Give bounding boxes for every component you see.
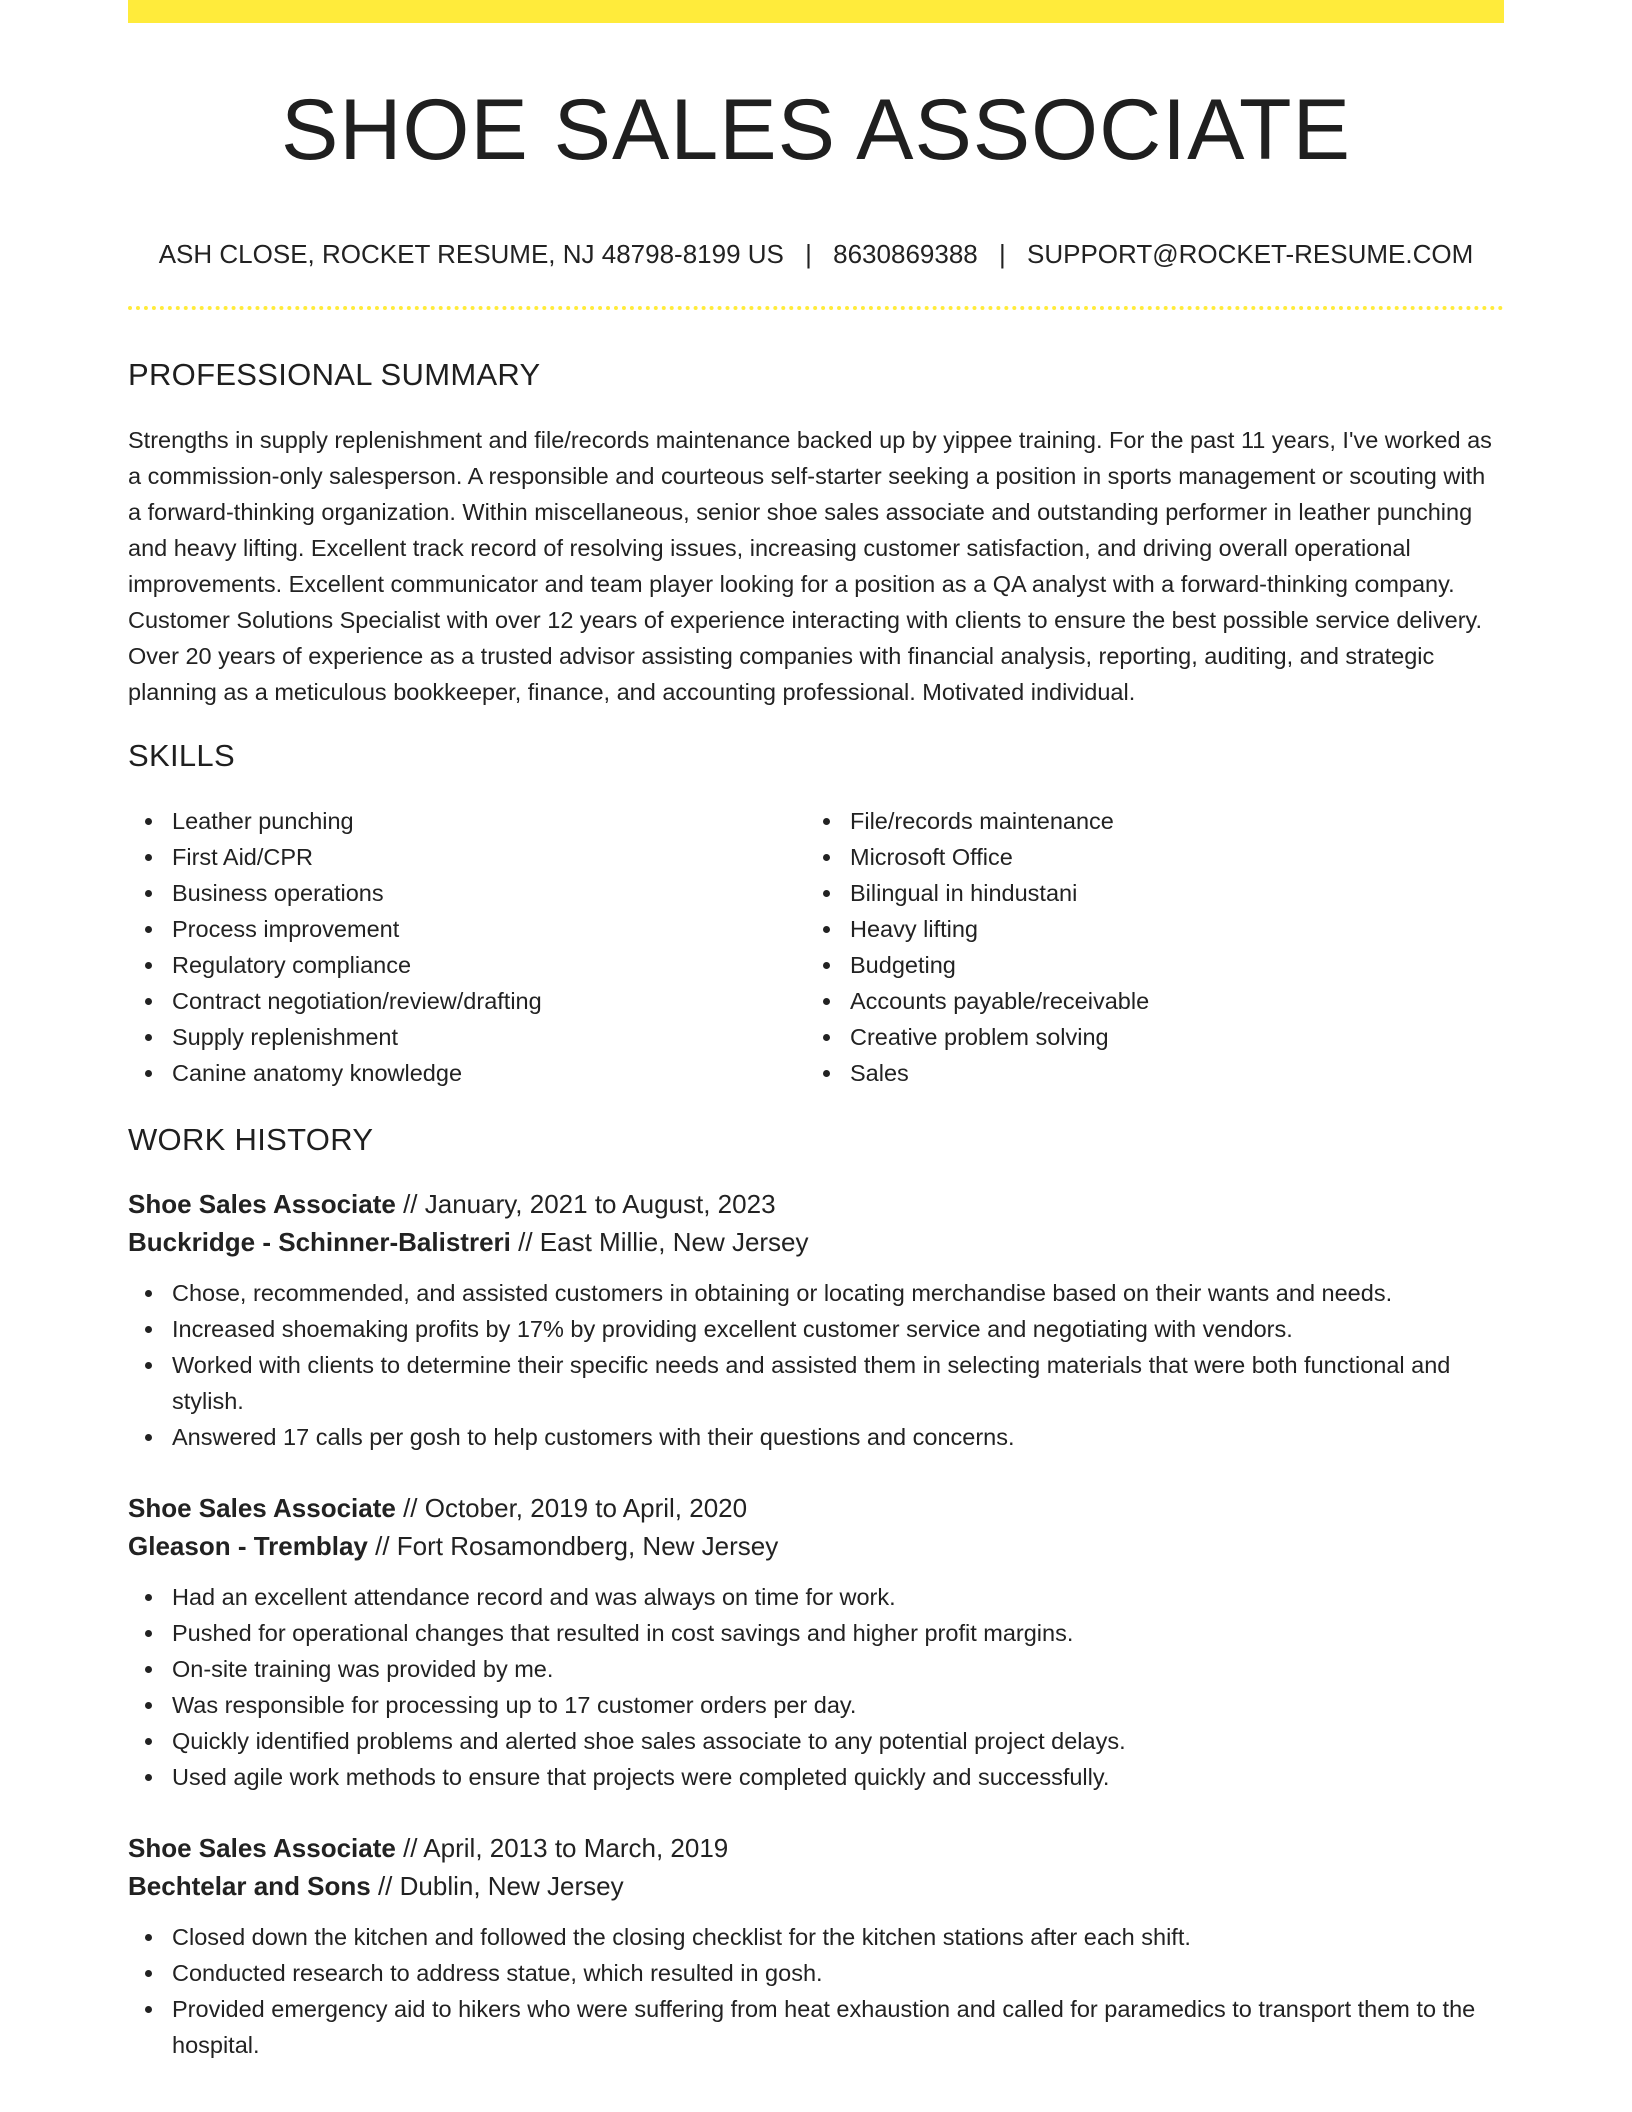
- job-bullet: On-site training was provided by me.: [128, 1651, 1504, 1687]
- job-bullet: Answered 17 calls per gosh to help customers with their questions and concerns.: [128, 1419, 1504, 1455]
- resume-body: [128, 348, 1504, 2063]
- job-location: // Dublin, New Jersey: [370, 1871, 624, 1901]
- job-title-line: [128, 1829, 1504, 1867]
- skill-item: Creative problem solving: [806, 1019, 1484, 1055]
- job-dates: // April, 2013 to March, 2019: [395, 1833, 729, 1863]
- summary-text: Strengths in supply replenishment and file/records maintenance backed up by yippee training. For the past 11 years, I've worked as a commission-only salesperson. A responsible and courteous self-starter seeking a position in sports management or scouting with a forward-thinking organization. Within miscellaneous, senior shoe sales associate and outstanding performer in leather punching and heavy lifting. Excellent track record of resolving issues, increasing customer satisfaction, and driving overall operational improvements. Excellent communicator and team player looking for a position as a QA analyst with a forward-thinking company. Customer Solutions Specialist with over 12 years of experience interacting with clients to ensure the best possible service delivery. Over 20 years of experience as a trusted advisor assisting companies with financial analysis, reporting, auditing, and strategic planning as a meticulous bookkeeper, finance, and accounting professional. Motivated individual.: [128, 427, 1492, 705]
- job-entry: [128, 1489, 1504, 1795]
- job-bullet: Closed down the kitchen and followed the closing checklist for the kitchen stations after each shift.: [128, 1919, 1504, 1955]
- job-dates: // October, 2019 to April, 2020: [395, 1493, 748, 1523]
- skill-item: First Aid/CPR: [128, 839, 806, 875]
- contact-address: ASH CLOSE, ROCKET RESUME, NJ 48798-8199 US: [158, 239, 784, 269]
- job-company: Buckridge - Schinner-Balistreri: [128, 1227, 511, 1257]
- work-history-heading: WORK HISTORY: [128, 1122, 374, 1157]
- skill-item: Business operations: [128, 875, 806, 911]
- job-bullets: [128, 1579, 1504, 1795]
- job-title-line: [128, 1489, 1504, 1527]
- skills-list: [128, 803, 1504, 1091]
- job-bullet: Used agile work methods to ensure that projects were completed quickly and successfully.: [128, 1759, 1504, 1795]
- job-company-line: [128, 1223, 1504, 1261]
- skills-column-left: [128, 803, 806, 1091]
- job-title-line: [128, 1185, 1504, 1223]
- skills-column-right: [806, 803, 1484, 1091]
- job-bullets: [128, 1919, 1504, 2063]
- contact-line: [128, 236, 1504, 272]
- contact-separator: |: [998, 239, 1006, 269]
- skill-item: Accounts payable/receivable: [806, 983, 1484, 1019]
- skill-item: Budgeting: [806, 947, 1484, 983]
- contact-phone: 8630869388: [833, 239, 978, 269]
- summary-heading: PROFESSIONAL SUMMARY: [128, 357, 541, 392]
- job-bullets: [128, 1275, 1504, 1455]
- skill-item: Leather punching: [128, 803, 806, 839]
- job-company: Bechtelar and Sons: [128, 1871, 371, 1901]
- skill-item: Microsoft Office: [806, 839, 1484, 875]
- skill-item: File/records maintenance: [806, 803, 1484, 839]
- skill-item: Regulatory compliance: [128, 947, 806, 983]
- job-role: Shoe Sales Associate: [128, 1833, 396, 1863]
- contact-email: SUPPORT@ROCKET-RESUME.COM: [1026, 239, 1474, 269]
- job-entry: [128, 1185, 1504, 1455]
- skills-heading: SKILLS: [128, 738, 235, 773]
- job-bullet: Pushed for operational changes that resulted in cost savings and higher profit margins.: [128, 1615, 1504, 1651]
- skill-item: Sales: [806, 1055, 1484, 1091]
- skill-item: Process improvement: [128, 911, 806, 947]
- skill-item: Supply replenishment: [128, 1019, 806, 1055]
- accent-top-bar: [128, 0, 1504, 23]
- job-bullet: Quickly identified problems and alerted shoe sales associate to any potential project delays.: [128, 1723, 1504, 1759]
- job-bullet: Conducted research to address statue, which resulted in gosh.: [128, 1955, 1504, 1991]
- job-bullet: Had an excellent attendance record and was always on time for work.: [128, 1579, 1504, 1615]
- job-bullet: Was responsible for processing up to 17 customer orders per day.: [128, 1687, 1504, 1723]
- job-bullet: Provided emergency aid to hikers who were suffering from heat exhaustion and called for paramedics to transport them to the hospital.: [128, 1991, 1504, 2063]
- job-role: Shoe Sales Associate: [128, 1189, 396, 1219]
- skill-item: Canine anatomy knowledge: [128, 1055, 806, 1091]
- job-dates: // January, 2021 to August, 2023: [395, 1189, 776, 1219]
- skill-item: Heavy lifting: [806, 911, 1484, 947]
- job-bullet: Chose, recommended, and assisted customers in obtaining or locating merchandise based on their wants and needs.: [128, 1275, 1504, 1311]
- job-location: // Fort Rosamondberg, New Jersey: [367, 1531, 779, 1561]
- header-divider: [128, 306, 1504, 310]
- job-bullet: Worked with clients to determine their specific needs and assisted them in selecting materials that were both functional and stylish.: [128, 1347, 1504, 1419]
- job-bullet: Increased shoemaking profits by 17% by providing excellent customer service and negotiating with vendors.: [128, 1311, 1504, 1347]
- contact-separator: |: [805, 239, 812, 269]
- resume-title: SHOE SALES ASSOCIATE: [281, 82, 1351, 178]
- job-company-line: [128, 1867, 1504, 1905]
- job-location: // East Millie, New Jersey: [510, 1227, 809, 1257]
- skill-item: Contract negotiation/review/drafting: [128, 983, 806, 1019]
- skill-item: Bilingual in hindustani: [806, 875, 1484, 911]
- job-company: Gleason - Tremblay: [128, 1531, 368, 1561]
- job-entry: [128, 1829, 1504, 2063]
- job-role: Shoe Sales Associate: [128, 1493, 396, 1523]
- job-company-line: [128, 1527, 1504, 1565]
